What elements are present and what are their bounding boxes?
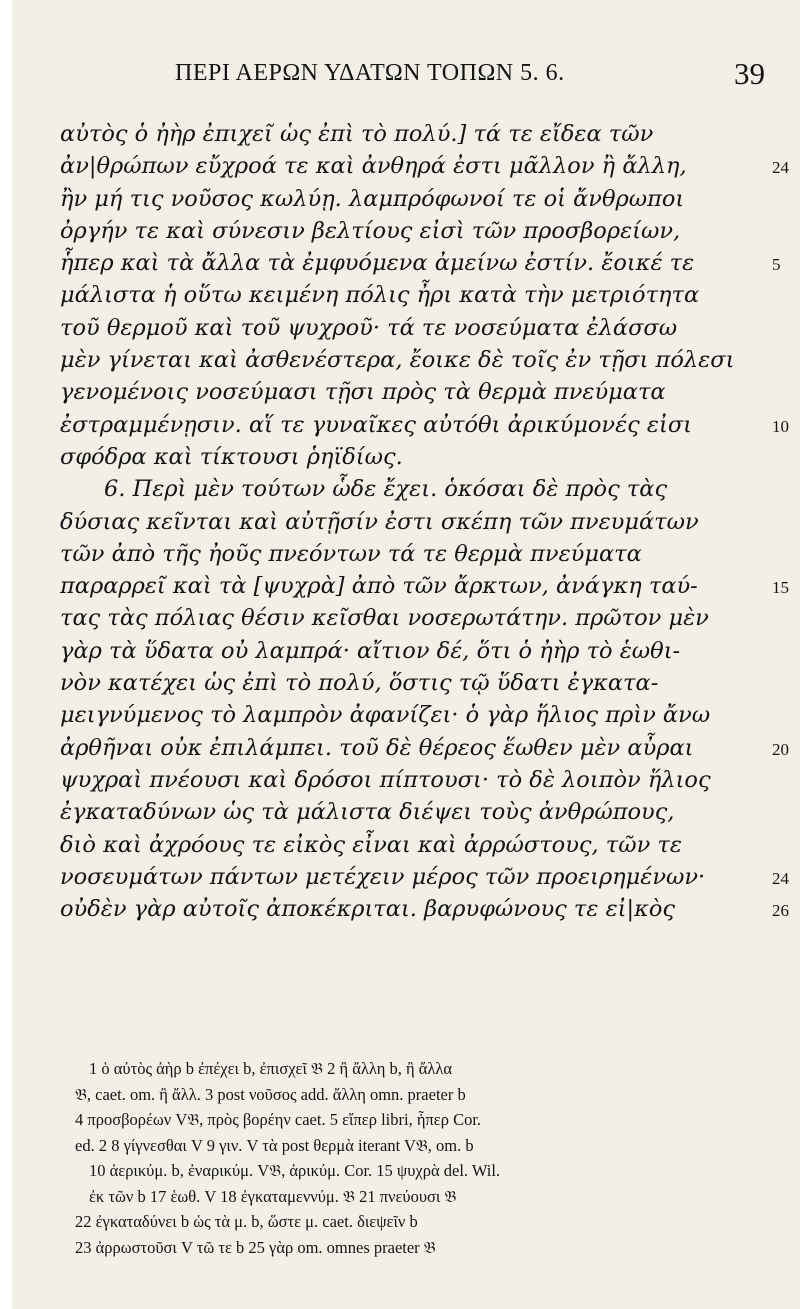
text-line: [60, 570, 789, 602]
apparatus-line: 10 ἀερικύμ. b, ἐναρικύμ. V𝔅, ἀρικύμ. Cor. 15 ψυχρὰ del. Wil.: [89, 1161, 501, 1180]
apparatus-line: 𝔅, caet. om. ἢ ἄλλ. 3 post νοῦσος add. ἄλλη omn. praeter b: [75, 1084, 466, 1104]
text-line: [60, 312, 765, 344]
text-line: [60, 150, 789, 182]
line-number: 26: [772, 901, 789, 921]
text-line-content: διὸ καὶ ἀχρόους τε εἰκὸς εἶναι καὶ ἀρρώστους, τῶν τε: [60, 831, 682, 858]
text-line-content: γενομένοις νοσεύμασι τῇσι πρὸς τὰ θερμὰ πνεύματα: [60, 379, 666, 406]
line-number: 5: [772, 255, 781, 275]
text-line: [60, 441, 765, 473]
text-line: [60, 861, 789, 893]
text-line: [60, 279, 765, 311]
apparatus-line: 23 ἀρρωστοῦσι V τῶ τε b 25 γὰρ om. omnes praeter 𝔅: [75, 1237, 436, 1257]
text-line-content: τοῦ θερμοῦ καὶ τοῦ ψυχροῦ· τά τε νοσεύματα ἐλάσσω: [60, 314, 678, 341]
text-line-content: οὐδὲν γὰρ αὐτοῖς ἀποκέκριται. βαρυφώνους τε εἰ|κὸς: [60, 896, 675, 923]
text-line: [60, 118, 765, 150]
text-line-content: νοσευμάτων πάντων μετέχειν μέρος τῶν προειρημένων·: [60, 863, 706, 890]
text-line: [60, 699, 765, 731]
text-line-content: τας τὰς πόλιας θέσιν κεῖσθαι νοσερωτάτην. πρῶτον μὲν: [60, 605, 709, 632]
text-line-content: ψυχραὶ πνέουσι καὶ δρόσοι πίπτουσι· τὸ δὲ λοιπὸν ἥλιος: [60, 766, 711, 793]
text-line: [60, 893, 789, 925]
text-line-content: γὰρ τὰ ὕδατα οὐ λαμπρά· αἴτιον δέ, ὅτι ὁ ἠὴρ τὸ ἑωθι-: [60, 637, 681, 664]
text-line: [60, 635, 765, 667]
text-line-content: δύσιας κεῖνται καὶ αὐτῇσίν ἐστι σκέπη τῶν πνευμάτων: [60, 508, 699, 535]
text-line: [60, 764, 765, 796]
line-number: 15: [772, 578, 789, 598]
text-line-content: νὸν κατέχει ὡς ἐπὶ τὸ πολύ, ὅστις τῷ ὕδατι ἐγκατα-: [60, 670, 659, 697]
text-line-content: μάλιστα ἡ οὕτω κειμένη πόλις ἦρι κατὰ τὴν μετριότητα: [60, 282, 700, 309]
line-number: 24: [772, 868, 789, 888]
text-line-content: ὀργήν τε καὶ σύνεσιν βελτίους εἰσὶ τῶν προσβορείων,: [60, 217, 681, 244]
text-line-content: παραρρεῖ καὶ τὰ [ψυχρὰ] ἀπὸ τῶν ἄρκτων, ἀνάγκη ταύ-: [60, 573, 698, 600]
scan-gutter: [0, 0, 12, 1309]
text-line: [60, 796, 765, 828]
page-header: [175, 56, 765, 100]
critical-apparatus: [75, 1056, 775, 1260]
text-line: [60, 376, 765, 408]
text-line-content: ἀρθῆναι οὐκ ἐπιλάμπει. τοῦ δὲ θέρεος ἕωθεν μὲν αὖραι: [60, 734, 694, 761]
apparatus-line: 1 ὁ αὐτὸς ἀὴρ b ἐπέχει b, ἐπισχεῖ 𝔅 2 ἢ ἄλλη b, ἢ ἄλλα: [89, 1059, 452, 1078]
text-line: [60, 506, 765, 538]
text-line-content: ἧπερ καὶ τὰ ἄλλα τὰ ἐμφυόμενα ἀμείνω ἐστίν. ἔοικέ τε: [60, 250, 695, 277]
line-number: 10: [772, 416, 789, 436]
page-number: 39: [734, 56, 765, 91]
line-number: 20: [772, 739, 789, 759]
line-number: 24: [772, 158, 789, 178]
apparatus-line: ed. 2 8 γίγνεσθαι V 9 γιν. V τὰ post θερμὰ iterant V𝔅, om. b: [75, 1135, 474, 1155]
text-line-content: 6. Περὶ μὲν τούτων ὧδε ἔχει. ὁκόσαι δὲ πρὸς τὰς: [104, 476, 668, 503]
text-line-content: ἢν μή τις νοῦσος κωλύῃ. λαμπρόφωνοί τε οἱ ἄνθρωποι: [60, 185, 685, 212]
apparatus-line: 4 προσβορέων V𝔅, πρὸς βορέην caet. 5 εἴπερ libri, ἧπερ Cor.: [75, 1110, 482, 1129]
greek-text-body: [60, 118, 789, 925]
text-line: [60, 667, 765, 699]
text-line-content: μὲν γίνεται καὶ ἀσθενέστερα, ἔοικε δὲ τοῖς ἐν τῇσι πόλεσι: [60, 347, 735, 374]
text-line: [60, 732, 789, 764]
text-line-content: ἐστραμμένῃσιν. αἵ τε γυναῖκες αὐτόθι ἀρικύμονές εἰσι: [60, 411, 692, 438]
text-line: [60, 829, 765, 861]
text-line: [60, 602, 765, 634]
text-line: [60, 183, 765, 215]
text-line: [60, 473, 765, 505]
text-line-content: ἀν|θρώπων εὔχροά τε καὶ ἀνθηρά ἐστι μᾶλλον ἢ ἄλλη,: [60, 153, 687, 180]
text-line: [60, 538, 765, 570]
text-line: [60, 215, 765, 247]
text-line-content: τῶν ἀπὸ τῆς ἠοῦς πνεόντων τά τε θερμὰ πνεύματα: [60, 540, 642, 567]
text-line-content: ἐγκαταδύνων ὡς τὰ μάλιστα διέψει τοὺς ἀνθρώπους,: [60, 799, 675, 826]
text-line-content: αὐτὸς ὁ ἠὴρ ἐπιχεῖ ὡς ἐπὶ τὸ πολύ.] τά τε εἴδεα τῶν: [60, 121, 654, 147]
apparatus-line: 22 ἐγκαταδύνει b ὡς τὰ μ. b, ὥστε μ. caet. διεψεῖν b: [75, 1212, 418, 1231]
apparatus-line: ἐκ τῶν b 17 ἑωθ. V 18 ἐγκαταμεννύμ. 𝔅 21 πνεύουσι 𝔅: [89, 1186, 457, 1206]
text-line: [60, 344, 765, 376]
text-line-content: σφόδρα καὶ τίκτουσι ῥηϊδίως.: [60, 443, 403, 470]
text-line: [60, 247, 781, 279]
text-line: [60, 409, 789, 441]
text-line-content: μειγνύμενος τὸ λαμπρὸν ἀφανίζει· ὁ γὰρ ἥλιος πρὶν ἄνω: [60, 702, 711, 729]
running-title: ΠΕΡΙ ΑΕΡΩΝ ΥΔΑΤΩΝ ΤΟΠΩΝ 5. 6.: [175, 60, 565, 86]
